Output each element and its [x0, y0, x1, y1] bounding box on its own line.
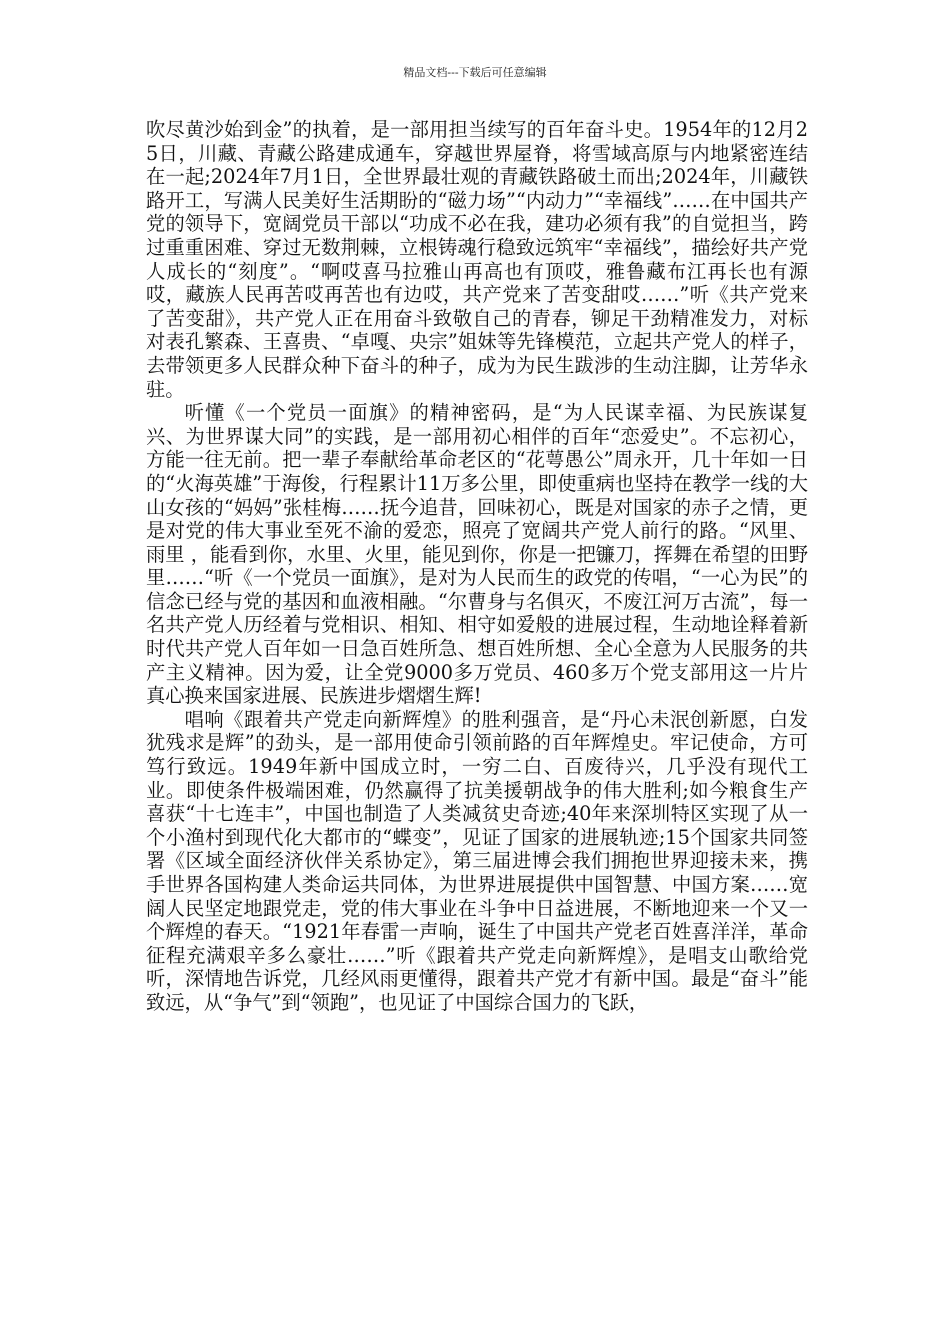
document-body [146, 118, 808, 1015]
paragraph-3: 唱响《跟着共产党走向新辉煌》的胜利强音，是“丹心未泯创新愿，白发犹残求是辉”的劲头，是一部用使命引领前路的百年辉煌史。牢记使命，方可笃行致远。1949年新中国成立时，一穷二白、百废待兴，几乎没有现代工业。即使条件极端困难，仍然赢得了抗美援朝战争的伟大胜利;如今粮食生产喜获“十七连丰”，中国也制造了人类减贫史奇迹;40年来深圳特区实现了从一个小渔村到现代化大都市的“蝶变”，见证了国家的进展轨迹;15个国家共同签署《区域全面经济伙伴关系协定》，第三届进博会我们拥抱世界迎接未来，携手世界各国构建人类命运共同体，为世界进展提供中国智慧、中国方案……宽阔人民坚定地跟党走，党的伟大事业在斗争中日益进展，不断地迎来一个又一个辉煌的春天。“1921年春雷一声响，诞生了中国共产党老百姓喜洋洋，革命征程充满艰辛多么豪壮……”听《跟着共产党走向新辉煌》，是唱支山歌给党听，深情地告诉党，几经风雨更懂得，跟着共产党才有新中国。最是“奋斗”能致远，从“争气”到“领跑”，也见证了中国综合国力的飞跃， [146, 707, 808, 1014]
paragraph-2: 听懂《一个党员一面旗》的精神密码，是“为人民谋幸福、为民族谋复兴、为世界谋大同”的实践，是一部用初心相伴的百年“恋爱史”。不忘初心，方能一往无前。把一辈子奉献给革命老区的“花萼愚公”周永开，几十年如一日的“火海英雄”于海俊，行程累计11万多公里，即使重病也坚持在教学一线的大山女孩的“妈妈”张桂梅……抚今追昔，回味初心，既是对国家的赤子之情，更是对党的伟大事业至死不渝的爱恋，照亮了宽阔共产党人前行的路。“风里、雨里 ，能看到你，水里、火里，能见到你，你是一把镰刀，挥舞在希望的田野里……“听《一个党员一面旗》，是对为人民而生的政党的传唱，“一心为民”的信念已经与党的基因和血液相融。“尔曹身与名俱灭，不废江河万古流”，每一名共产党人历经着与党相识、相知、相守如爱般的进展过程，生动地诠释着新时代共产党人百年如一日急百姓所急、想百姓所想、全心全意为人民服务的共产主义精神。因为爱，让全党9000多万党员、460多万个党支部用这一片片真心换来国家进展、民族进步熠熠生辉! [146, 401, 808, 708]
paragraph-1: 吹尽黄沙始到金”的执着，是一部用担当续写的百年奋斗史。1954年的12月25日，川藏、青藏公路建成通车，穿越世界屋脊，将雪域高原与内地紧密连结在一起;2024年7月1日，全世界最壮观的青藏铁路破土而出;2024年，川藏铁路开工，写满人民美好生活期盼的“磁力场”“内动力”“幸福线”……在中国共产党的领导下，宽阔党员干部以“功成不必在我，建功必须有我”的自觉担当，跨过重重困难、穿过无数荆棘，立根铸魂行稳致远筑牢“幸福线”，描绘好共产党人成长的“刻度”。“啊哎喜马拉雅山再高也有顶哎，雅鲁藏布江再长也有源哎，藏族人民再苦哎再苦也有边哎，共产党来了苦变甜哎……”听《共产党来了苦变甜》，共产党人正在用奋斗致敬自己的青春，铆足干劲精准发力，对标对表孔繁森、王喜贵、“卓嘎、央宗”姐妹等先锋模范，立起共产党人的样子，去带领更多人民群众种下奋斗的种子，成为为民生跋涉的生动注脚，让芳华永驻。 [146, 118, 808, 401]
page-header: 精品文档---下载后可任意编辑 [403, 66, 547, 79]
